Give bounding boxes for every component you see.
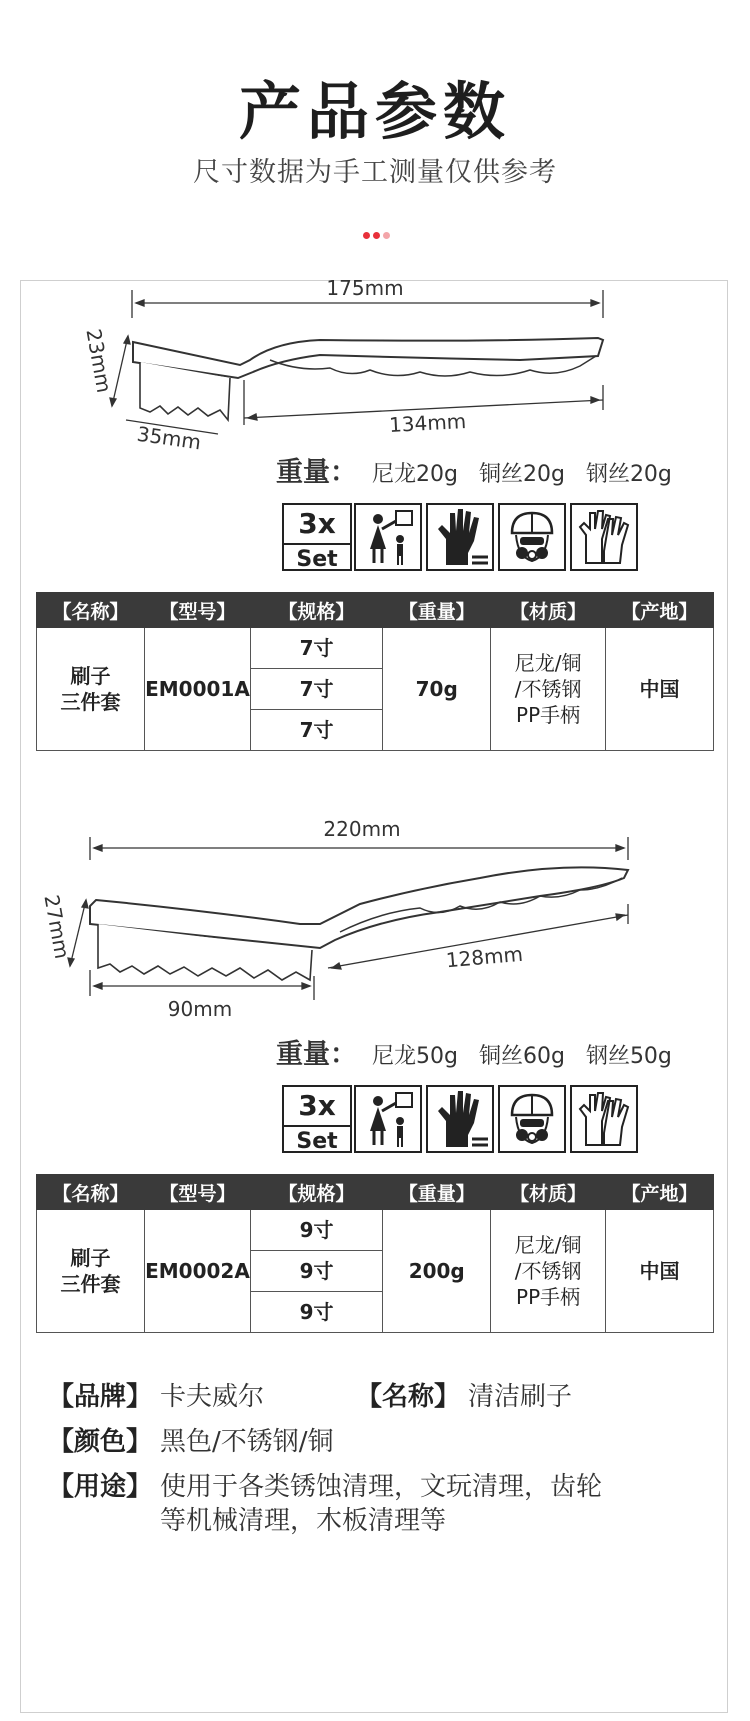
set-label: Set	[284, 543, 350, 572]
spec-table-2	[36, 1174, 714, 1333]
dim-height-1: 23mm	[81, 326, 117, 395]
cell-material	[491, 1210, 606, 1333]
color-key: 【颜色】	[48, 1427, 153, 1457]
th-origin: 【产地】	[605, 593, 713, 628]
th-spec: 【规格】	[250, 593, 382, 628]
table-header-row	[37, 593, 714, 628]
material-line-2: /不锈钢	[514, 1259, 582, 1283]
th-name: 【名称】	[37, 1175, 145, 1210]
name-line-2: 三件套	[60, 1272, 121, 1296]
cell-weight: 200g	[383, 1210, 491, 1333]
cell-model: EM0001A	[145, 628, 251, 751]
info-usage-row	[48, 1466, 602, 1503]
name-line-2: 三件套	[60, 690, 121, 714]
glove-hand-icon	[426, 503, 494, 571]
material-line-1: 尼龙/铜	[514, 1233, 582, 1257]
th-spec: 【规格】	[250, 1175, 382, 1210]
cell-spec-3: 9寸	[250, 1292, 382, 1333]
brush-drawing-2	[0, 800, 750, 1120]
weight-steel: 钢丝20g	[585, 462, 672, 487]
cell-spec-2: 9寸	[250, 1251, 382, 1292]
glove-hand-icon	[426, 1085, 494, 1153]
safety-icons-1	[282, 503, 632, 573]
set-count: 3x	[298, 507, 336, 540]
cell-model: EM0002A	[145, 1210, 251, 1333]
table-row	[37, 628, 714, 669]
usage-key: 【用途】	[48, 1472, 153, 1502]
weight-nylon: 尼龙20g	[372, 462, 458, 487]
gloves-icon	[570, 1085, 638, 1153]
weight-copper: 铜丝20g	[478, 462, 565, 487]
cell-origin: 中国	[605, 628, 713, 751]
page-title: 产品参数	[238, 75, 511, 148]
helmet-mask-icon	[498, 503, 566, 571]
table-row	[37, 1210, 714, 1251]
dim-handle-1: 134mm	[388, 409, 467, 438]
cell-spec-3: 7寸	[250, 710, 382, 751]
table-header-row	[37, 1175, 714, 1210]
usage-line-1: 使用于各类锈蚀清理，文玩清理，齿轮	[160, 1472, 603, 1502]
dim-total-2: 220mm	[323, 817, 401, 841]
cell-spec-1: 9寸	[250, 1210, 382, 1251]
cell-name	[37, 628, 145, 751]
name-value: 清洁刷子	[468, 1382, 573, 1412]
cell-name	[37, 1210, 145, 1333]
name-line-1: 刷子	[70, 664, 111, 688]
usage-line-2: 等机械清理，木板清理等	[160, 1506, 447, 1536]
weight-line-2	[276, 1032, 686, 1071]
dim-handle-2: 128mm	[444, 941, 524, 973]
cell-spec-2: 7寸	[250, 669, 382, 710]
info-usage-row-2	[160, 1500, 446, 1537]
helmet-mask-icon	[498, 1085, 566, 1153]
th-origin: 【产地】	[605, 1175, 713, 1210]
safety-icons-2	[282, 1085, 632, 1155]
weight-steel: 钢丝50g	[585, 1044, 672, 1069]
set-badge	[282, 503, 352, 571]
th-model: 【型号】	[145, 1175, 251, 1210]
material-line-1: 尼龙/铜	[514, 651, 582, 675]
weight-line-1	[276, 450, 686, 489]
brush-drawing-1	[0, 0, 750, 500]
th-material: 【材质】	[491, 593, 606, 628]
cell-spec-1: 7寸	[250, 628, 382, 669]
dim-total-1: 175mm	[326, 276, 404, 300]
dim-height-2: 27mm	[39, 892, 75, 961]
dim-head-1: 35mm	[135, 421, 203, 455]
material-line-2: /不锈钢	[514, 677, 582, 701]
weight-label: 重量：	[276, 1039, 357, 1070]
th-weight: 【重量】	[383, 593, 491, 628]
set-label: Set	[284, 1125, 350, 1154]
brand-key: 【品牌】	[48, 1382, 153, 1412]
name-key: 【名称】	[356, 1382, 461, 1412]
color-value: 黑色/不锈钢/铜	[160, 1427, 334, 1457]
th-name: 【名称】	[37, 593, 145, 628]
material-line-3: PP手柄	[516, 703, 581, 727]
set-badge	[282, 1085, 352, 1153]
set-count: 3x	[298, 1089, 336, 1122]
info-brand-row	[48, 1376, 572, 1413]
th-material: 【材质】	[491, 1175, 606, 1210]
info-color-row	[48, 1421, 334, 1458]
cell-origin: 中国	[605, 1210, 713, 1333]
page-subtitle: 尺寸数据为手工测量仅供参考	[193, 157, 557, 188]
th-weight: 【重量】	[383, 1175, 491, 1210]
cell-weight: 70g	[383, 628, 491, 751]
material-line-3: PP手柄	[516, 1285, 581, 1309]
weight-label: 重量：	[276, 457, 357, 488]
name-line-1: 刷子	[70, 1246, 111, 1270]
brand-value: 卡夫威尔	[160, 1382, 265, 1412]
spec-table-1	[36, 592, 714, 751]
weight-nylon: 尼龙50g	[372, 1044, 458, 1069]
child-safety-icon	[354, 503, 422, 571]
child-safety-icon	[354, 1085, 422, 1153]
th-model: 【型号】	[145, 593, 251, 628]
weight-copper: 铜丝60g	[478, 1044, 565, 1069]
gloves-icon	[570, 503, 638, 571]
cell-material	[491, 628, 606, 751]
dim-head-2: 90mm	[167, 997, 233, 1021]
